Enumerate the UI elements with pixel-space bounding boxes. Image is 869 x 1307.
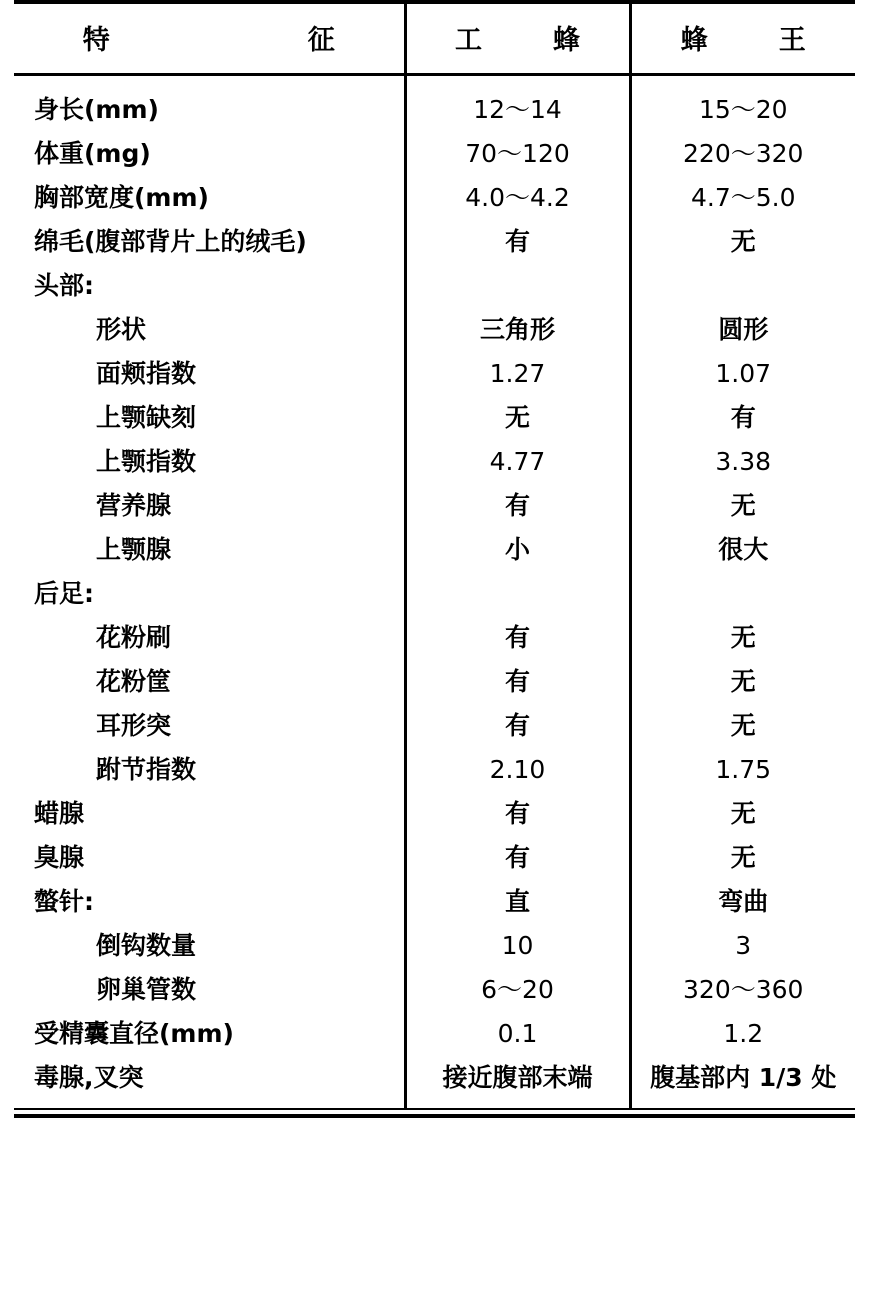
table-row: [14, 924, 855, 968]
table-row: [14, 1012, 855, 1056]
table-row: [14, 75, 855, 133]
cell-feature: 胸部宽度(mm): [14, 176, 405, 220]
cell-feature: 身长(mm): [14, 75, 405, 133]
cell-worker-value: 三角形: [405, 308, 630, 352]
cell-queen-value: 1.2: [723, 1019, 764, 1048]
table-row: [14, 484, 855, 528]
cell-feature: 头部:: [14, 264, 405, 308]
cell-worker-value: 有: [405, 660, 630, 704]
column-header-feature: 特 征: [14, 4, 405, 75]
cell-feature: 螫针:: [14, 880, 405, 924]
cell-queen-value: 很大: [718, 535, 769, 564]
cell-feature: 形状: [14, 308, 405, 352]
cell-queen-value: [630, 572, 855, 616]
table-row: [14, 264, 855, 308]
cell-queen-value: 无: [730, 667, 756, 696]
cell-worker-value: 70～120: [405, 132, 630, 176]
cell-feature: 毒腺,叉突: [14, 1056, 405, 1108]
cell-worker-value: 小: [405, 528, 630, 572]
cell-feature: 上颚指数: [14, 440, 405, 484]
table-bottom-thin-rule: [14, 1108, 855, 1110]
cell-feature: 绵毛(腹部背片上的绒毛): [14, 220, 405, 264]
cell-worker-value: [405, 572, 630, 616]
table-row: [14, 528, 855, 572]
cell-queen-value: 220～320: [683, 139, 804, 168]
cell-worker-value: 12～14: [405, 75, 630, 133]
cell-queen-value: 3.38: [715, 447, 772, 476]
cell-queen-value: 4.7～5.0: [690, 183, 796, 212]
cell-worker-value: 直: [405, 880, 630, 924]
cell-worker-value: 有: [405, 616, 630, 660]
cell-feature: 营养腺: [14, 484, 405, 528]
table-row: [14, 968, 855, 1012]
table-row: [14, 132, 855, 176]
cell-feature: 面颊指数: [14, 352, 405, 396]
cell-feature: 后足:: [14, 572, 405, 616]
cell-worker-value: 有: [405, 704, 630, 748]
cell-queen-value: 圆形: [718, 315, 769, 344]
cell-feature: 上颚缺刻: [14, 396, 405, 440]
cell-feature: 花粉筐: [14, 660, 405, 704]
table-row: [14, 440, 855, 484]
cell-queen-value: [630, 264, 855, 308]
cell-queen-value: 320～360: [683, 975, 804, 1004]
table-bottom-thick-rule: [14, 1114, 855, 1118]
cell-queen-value: 3: [735, 931, 752, 960]
table-row: [14, 176, 855, 220]
table-row: [14, 836, 855, 880]
cell-queen-value: 无: [730, 623, 756, 652]
cell-feature: 花粉刷: [14, 616, 405, 660]
column-header-worker: 工 蜂: [405, 4, 630, 75]
table-header: [14, 4, 855, 75]
cell-feature: 卵巢管数: [14, 968, 405, 1012]
cell-queen-value: 腹基部内 1/3 处: [650, 1063, 837, 1092]
cell-queen-value: 1.75: [715, 755, 772, 784]
bee-comparison-table: [14, 4, 855, 1108]
cell-worker-value: 有: [405, 792, 630, 836]
cell-queen-value: 无: [730, 799, 756, 828]
cell-worker-value: 有: [405, 836, 630, 880]
table-row: [14, 572, 855, 616]
cell-queen-value: 弯曲: [718, 887, 769, 916]
cell-worker-value: 10: [405, 924, 630, 968]
cell-worker-value: [405, 264, 630, 308]
table-body: [14, 75, 855, 1109]
cell-queen-value: 15～20: [698, 95, 788, 124]
cell-feature: 受精囊直径(mm): [14, 1012, 405, 1056]
cell-worker-value: 4.77: [405, 440, 630, 484]
table-header-row: [14, 4, 855, 75]
cell-queen-value: 无: [730, 491, 756, 520]
cell-feature: 倒钩数量: [14, 924, 405, 968]
table-row: [14, 748, 855, 792]
cell-worker-value: 无: [405, 396, 630, 440]
cell-feature: 耳形突: [14, 704, 405, 748]
table-row: [14, 352, 855, 396]
cell-queen-value: 无: [730, 711, 756, 740]
table-row: [14, 1056, 855, 1108]
table-row: [14, 660, 855, 704]
cell-worker-value: 0.1: [405, 1012, 630, 1056]
cell-feature: 跗节指数: [14, 748, 405, 792]
table-row: [14, 308, 855, 352]
table-row: [14, 616, 855, 660]
cell-feature: 蜡腺: [14, 792, 405, 836]
cell-worker-value: 4.0～4.2: [405, 176, 630, 220]
cell-queen-value: 无: [730, 227, 756, 256]
cell-worker-value: 1.27: [405, 352, 630, 396]
cell-feature: 体重(mg): [14, 132, 405, 176]
cell-worker-value: 有: [405, 220, 630, 264]
table-row: [14, 792, 855, 836]
table-row: [14, 704, 855, 748]
column-header-queen: 蜂 王: [630, 4, 855, 75]
table-row: [14, 396, 855, 440]
cell-worker-value: 2.10: [405, 748, 630, 792]
table-row: [14, 880, 855, 924]
cell-feature: 上颚腺: [14, 528, 405, 572]
cell-queen-value: 无: [730, 843, 756, 872]
cell-queen-value: 有: [730, 403, 756, 432]
cell-worker-value: 有: [405, 484, 630, 528]
cell-worker-value: 接近腹部末端: [405, 1056, 630, 1108]
table-row: [14, 220, 855, 264]
cell-queen-value: 1.07: [715, 359, 772, 388]
cell-worker-value: 6～20: [405, 968, 630, 1012]
cell-feature: 臭腺: [14, 836, 405, 880]
